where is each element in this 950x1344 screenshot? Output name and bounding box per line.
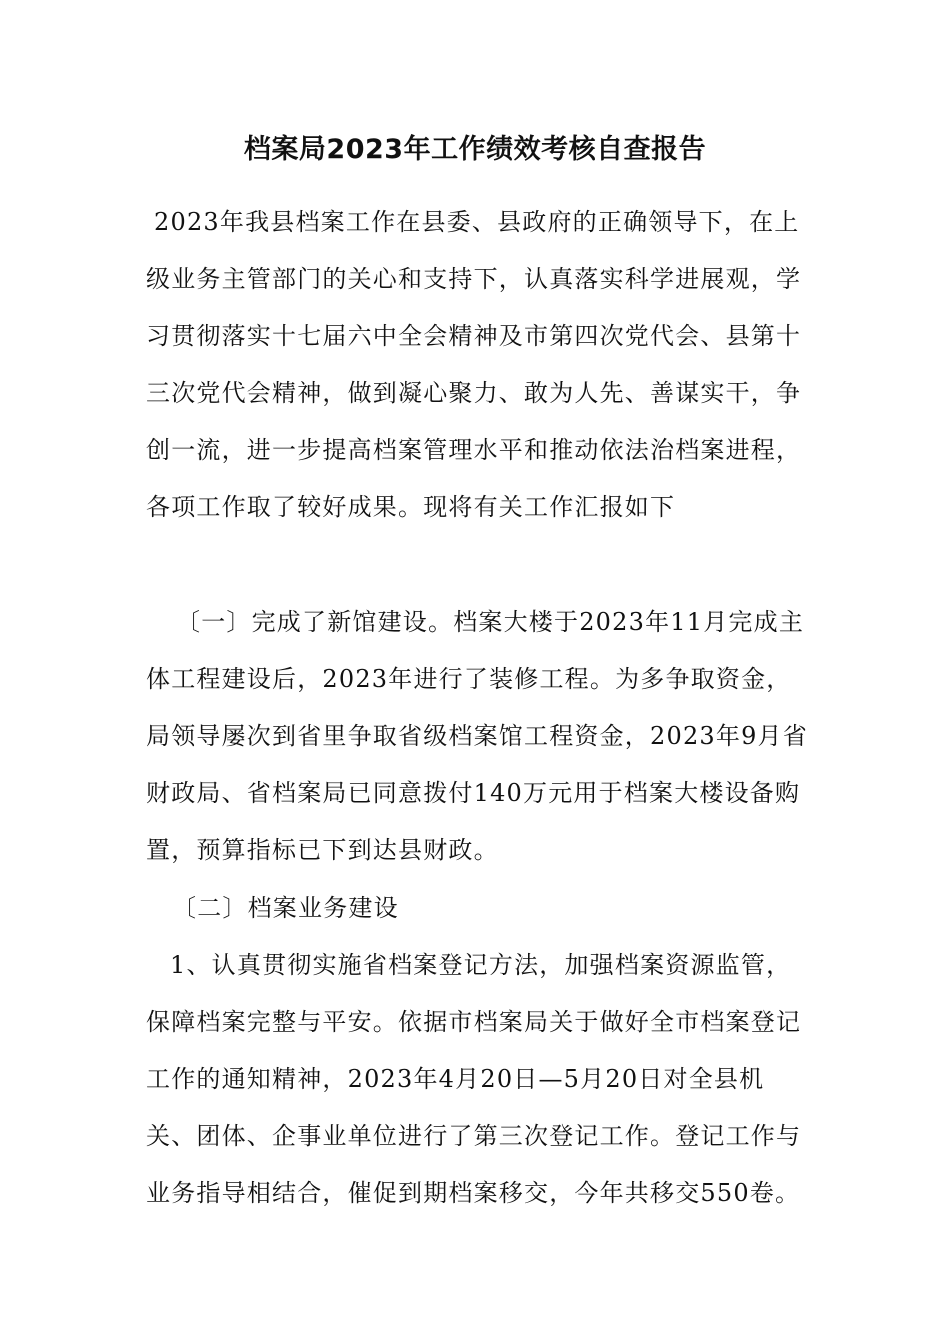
section-heading-2: 〔二〕档案业务建设 <box>172 894 399 922</box>
document-title: 档案局2023年工作绩效考核自查报告 <box>243 134 707 165</box>
paragraph-intro: 2023年我县档案工作在县委、县政府的正确领导下，在上级业务主管部门的关心和支持下，认真落实科学进展观，学习贯彻落实十七届六中全会精神及市第四次党代会、县第十三次党代会精神，做到凝心聚力、敢为人先、善谋实干，争创一流，进一步提高档案管理水平和推动依法治档案进程，各项工作取了较好成果。现将有关工作汇报如下 <box>146 208 802 521</box>
paragraph-item-1: 1、认真贯彻实施省档案登记方法，加强档案资源监管，保障档案完整与平安。依据市档案局关于做好全市档案登记工作的通知精神，2023年4月20日—5月20日对全县机关、团体、企事业单位进行了第三次登记工作。登记工作与业务指导相结合，催促到期档案移交，今年共移交550卷。 <box>146 951 802 1207</box>
paragraph-section-1: 〔一〕完成了新馆建设。档案大楼于2023年11月完成主体工程建设后，2023年进行了装修工程。为多争取资金，局领导屡次到省里争取省级档案馆工程资金，2023年9月省财政局、省档案局已同意拨付140万元用于档案大楼设备购置，预算指标已下到达县财政。 <box>146 608 808 864</box>
